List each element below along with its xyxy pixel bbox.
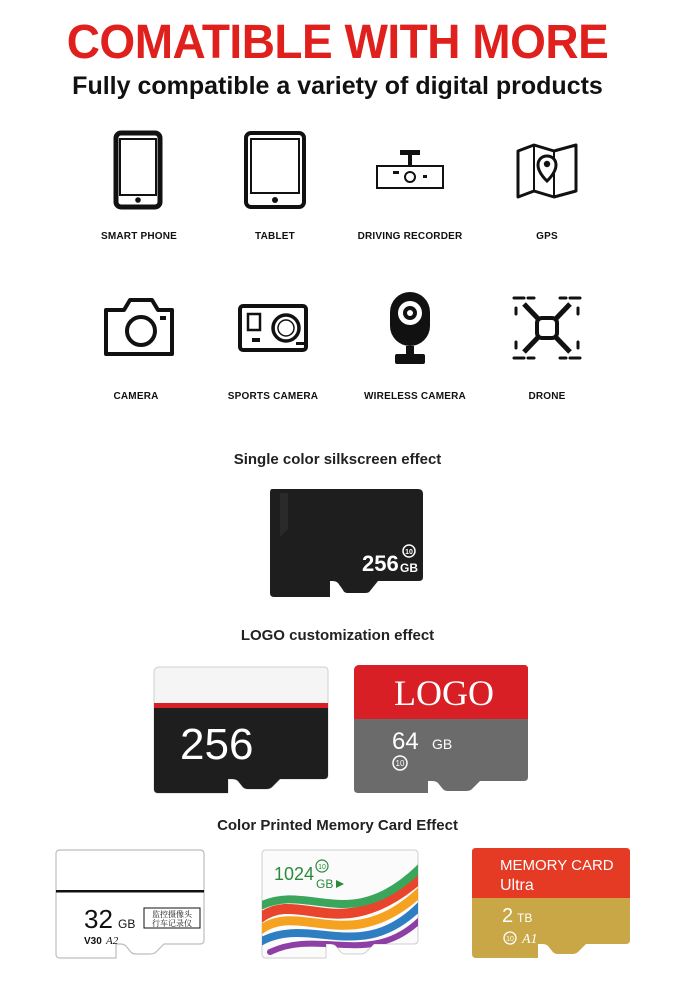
- device-label-driving-recorder: DRIVING RECORDER: [357, 231, 463, 242]
- black-stripe-card-capacity: 256: [180, 720, 254, 769]
- ultra-card-brand: MEMORY CARD: [500, 857, 614, 874]
- camera-icon: [64, 292, 214, 362]
- white-card-app-class: A2: [106, 935, 119, 947]
- black-card-unit: GB: [400, 561, 418, 575]
- rainbow-card-unit: GB: [316, 877, 334, 891]
- ultra-card-unit: TB: [517, 911, 533, 925]
- rainbow-card-capacity: 1024: [274, 864, 315, 884]
- rainbow-memory-card: [260, 848, 420, 960]
- sports-camera-icon: [198, 298, 348, 358]
- device-label-tablet: TABLET: [255, 231, 295, 242]
- drone-icon: [472, 290, 622, 366]
- rainbow-card-class: 10: [318, 864, 326, 871]
- gps-map-icon: [472, 135, 622, 205]
- section-title-silkscreen: Single color silkscreen effect: [233, 451, 442, 468]
- white-card-speed: V30: [84, 936, 102, 947]
- logo-memory-card: [352, 663, 532, 795]
- ultra-card-app-class: A1: [522, 932, 538, 947]
- page-subtitle: Fully compatible a variety of digital products: [72, 72, 603, 100]
- white-card-label-line2: 行车记录仪: [152, 919, 192, 928]
- white-card-label-line1: 监控摄像头: [152, 910, 192, 919]
- device-label-smartphone: SMART PHONE: [100, 231, 178, 242]
- logo-card-capacity: 64: [392, 728, 419, 755]
- device-label-drone: DRONE: [528, 391, 566, 402]
- black-card-capacity: 256: [362, 551, 399, 576]
- ultra-memory-card: [470, 846, 632, 960]
- device-label-wireless-camera: WIRELESS CAMERA: [364, 391, 466, 402]
- wireless-camera-icon: [335, 288, 485, 368]
- logo-card-class: 10: [395, 759, 405, 768]
- black-memory-card: [266, 485, 426, 601]
- device-label-sports-camera: SPORTS CAMERA: [227, 391, 319, 402]
- ultra-card-class: 10: [506, 936, 514, 943]
- black-stripe-memory-card: [152, 663, 332, 795]
- section-title-logo: LOGO customization effect: [240, 627, 435, 644]
- black-card-class: 10: [405, 549, 413, 556]
- page-title: COMATIBLE WITH MORE: [66, 13, 609, 69]
- white-memory-card: [54, 848, 206, 960]
- smartphone-icon: [64, 130, 214, 210]
- white-card-capacity: 32: [84, 904, 113, 934]
- ultra-card-model: Ultra: [500, 877, 534, 894]
- logo-card-unit: GB: [432, 736, 453, 752]
- device-label-camera: CAMERA: [113, 391, 159, 402]
- logo-card-logo-text: LOGO: [394, 673, 494, 713]
- ultra-card-capacity: 2: [502, 905, 514, 927]
- tablet-icon: [200, 130, 350, 210]
- driving-recorder-icon: [335, 140, 485, 200]
- device-label-gps: GPS: [536, 231, 558, 242]
- section-title-printed: Color Printed Memory Card Effect: [217, 817, 458, 834]
- white-card-unit: GB: [118, 917, 136, 931]
